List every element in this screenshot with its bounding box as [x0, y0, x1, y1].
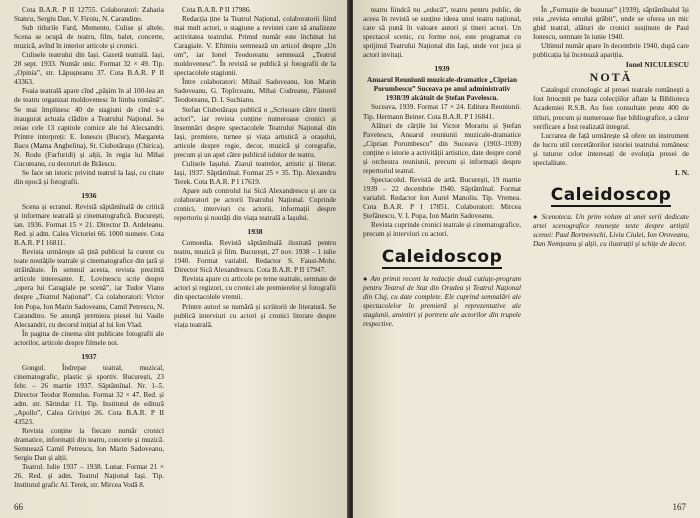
paragraph: Se face un istoric privind teatrul la Iași, cu citate din epocă și fotografii.: [14, 168, 164, 186]
paragraph: Lucrarea de față urmărește să ofere un instrument de lucru util cercetătorilor istoriei teatrului românesc și tuturor celor interesați de evoluția presei de specialitate.: [533, 131, 689, 167]
paragraph: Culisele Iașului. Ziarul teatrelor, artistic și literar. Iași, 1937. Săptămînal. Format 25 × 35. Tip. Alexandru Terek. Cota B.A.R. P I 17619.: [174, 159, 336, 186]
paragraph: Redacția ține la Teatrul Național, colaboratorii fiind mai mult actori, o stagiune a revistei care să analizeze activitatea teatrului. Primul număr este închinat lui Caragiale. V. Eftimiu semnează un articol despre „Un om”, iar Ionel Teodoreanu semnează „Teatrul moldovenesc”. În revistă se publică și fotografii de la spectacolele stagiunii.: [174, 15, 336, 78]
paragraph: Comoedia. Revistă săptămînală ilustrată pentru teatru, muzică și film. București, 27 nov. 1938 – 1 iulie 1940. Format variabil. Redactor S. Faust-Mohr. Director Sică Alexandrescu. Cota B.A.R. P II 17947.: [174, 239, 336, 275]
paragraph: Ultimul număr apare în decembrie 1940, după care publicația își încetează apariția.: [533, 42, 689, 60]
left-col2-section-1938: [174, 239, 336, 329]
paragraph: Revista conține la fiecare număr cronici dramatice, informații din teatru, concerte și muzică. Semnează Camil Petrescu, Ion Marin Sadoveanu, Sergiu Dan și alții.: [14, 427, 164, 463]
paragraph: Foaia teatrală apare cînd „pășim în al 100-lea an de teatru organizat moldovenesc în limba română”. Se mai împlinesc 40 de stagiuni de cînd s-a inaugurat actuala clădire a Teatrului Național. Se reiau cele 13 capitole comice ale lui Alecsandri. Printre interpreți: E. Ionescu (Bucur), Margareta Bacu (Mama Anghelina), St. Ciubotărașu (Chirica), N. Rodu (Farfuridi) și alții, în regia lui Mihai Cucuteanu, cu decoruri de Brăescu.: [14, 87, 164, 168]
left-col2-top-text: [174, 6, 336, 223]
paragraph: Revista urmărește să țină publicul la curent cu toate noutățile teatrale și cinematografice din țară și străinătate. În semnul acesta, revista prezintă articole interesante. E. Lovinescu scrie despre „opera lui Caragiale pe scenă”, iar Tudor Vianu despre „Teatrul Național”. Ca colaboratori: Victor Ion Popa, Ion Marin Sadoveanu, Camil Petrescu, N. Carandino. Se anunță premiera piesei lui Vasile Alecsandri, cu decorul inițial al lui Ion Vlad.: [14, 248, 164, 329]
paragraph: În „Formație de buzunar” (1939), săptămînalul își reia „revista omului grăbit”, unde se oferea un mic ghid teatral, alături de cronici susținute de Paul Ionescu, semnate în iunie 1940.: [533, 6, 689, 42]
caleidoscop-logo: Caleidoscop: [381, 247, 503, 268]
paragraph: Revista cuprinde cronici teatrale și cinematografice, precum și interviuri cu actori.: [363, 221, 521, 239]
page-number: 167: [672, 502, 686, 512]
right-col1-section-1939: [363, 103, 521, 239]
paragraph: Cota B.A.R. P II 17986.: [182, 6, 252, 14]
paragraph: Catalogul cronologic al presei teatrale românești a fost întocmit pe baza colecțiilor aflate la Biblioteca Academiei R.S.R. Au fost consultate peste 400 de titluri, precum și numeroase fișe bibliografice, a căror verificare a fost realizată integral.: [533, 86, 689, 131]
year-heading: 1936: [81, 190, 97, 200]
caleidoscop-logo: Caleidoscop: [550, 184, 672, 205]
paragraph: Culisele teatrului din Iași. Gazetă teatrală. Iași, 28 sept. 1933. Număr unic. Format 32 × 49. Tip. „Opinia”, str. Lăpușneanu 37. Cota B.A.R. P II 43363.: [14, 51, 164, 87]
paragraph: Gongul. Îndrepar teatral, muzical, cinematografic, plastic și sportiv. București, 23 febr. – 26 martie 1937. Săptămînal. Nr. 1–5. Director Teodor Romulus. Format 32 × 47. Red. și adm. str. Sărindar 11. Tip. Institutul de editură „Apollo”, Calea Griviței 26. Cota B.A.R. P II 43523.: [14, 363, 164, 427]
left-column-1: [14, 6, 164, 490]
paragraph: Cota B.A.R. P II 12755. Colaboratori: Zaharia Stancu, Sergiu Dan, V. Firoiu, N. Carandino.: [14, 6, 164, 24]
right-col1-top-text: [363, 6, 521, 60]
paragraph: Stefan Ciubotărașu publică o „Scrisoare către tinerii actori”, iar revista conține numeroase cronici și însemnări despre spectacolele Teatrului Național din Iași, premiere, turnee și viața artistică a orașului, articole despre regie, decor, muzică și coregrafie, precum și un apel către publicul iubitor de teatru.: [174, 105, 336, 159]
left-column-2: [174, 6, 336, 330]
left-col1-section-1936: [14, 203, 164, 348]
paragraph: teatru fiindcă nu „educă”, teatru pentru public, de aceea în revistă se susține ideea unui teatru național, care să pună în valoare autori și tineri actori. Un spectacol scenic, cu forme noi, este programat cu sprijinul Teatrului Național din Iași, unde vor juca și actori invitați.: [363, 6, 521, 60]
author-signature: Ionel NICULESCU: [625, 60, 689, 70]
paragraph: Apare sub controlul lui Sică Alexandrescu și are ca colaboratori pe actorii Teatrului Național. Cuprinde cronici, interviuri cu actorii, informații despre repertoriu și noutăți din viața teatrală a Iașului.: [174, 186, 336, 223]
paragraph: Printre autori se numără și scriitorii de literatură. Se publică interviuri cu actori și cronici literare despre viața teatrală.: [174, 302, 336, 329]
paragraph: Suceava, 1939. Format 17 × 24. Editura Reuniunii. Tip. Hermann Beiner. Cota B.A.R. P I 16841.: [363, 103, 521, 121]
left-col1-section-1937: [14, 364, 164, 491]
left-page: [0, 0, 349, 518]
paragraph: Scena și ecranul. Revistă săptămînală de critică și informare teatrală și cinematografică. București, ian. 1936. Format 15 × 21. Director D. Ardeleanu. Red. și adm. Calea Victoriei 66. 1000 numere. Cota B.A.R. P I 16811.: [14, 202, 164, 248]
year-heading: 1937: [81, 351, 97, 361]
paragraph: În pagina de cinema sînt publicate fotografii ale actorilor, articole despre filmele noi.: [14, 329, 164, 347]
right-column-1: [363, 6, 521, 329]
year-heading: 1938: [247, 227, 263, 237]
page-number: 66: [14, 502, 23, 512]
paragraph: Teatrul. Iulie 1937 – 1938. Lunar. Format 21 × 26. Red. și adm. Teatrul Național Iași. Tip. Institutul grafic Al. Terek, str. Mircea Vodă 8.: [14, 463, 164, 490]
nota-text: [533, 86, 689, 167]
left-col1-top-text: [14, 6, 164, 187]
right-page: [353, 0, 700, 518]
paragraph: Revista apare cu articole pe teme teatrale, semnate de actori și regizori, cu cronici ale premierelor și fotografii din spectacolele vremii.: [174, 275, 336, 302]
year-heading: 1939: [434, 64, 450, 74]
paragraph: Spectacolul. Revistă de artă. București, 19 martie 1939 – 22 decembrie 1940. Săptămînal. Format variabil. Redactor Ion Aurel Manoliu. Tip. Vremea. Cota B.A.R. P I 17851. Colaboratori: Mircea Ștefănescu, V. I. Popa, Ion Marin Sadoveanu.: [363, 175, 521, 221]
initials-signature: I. N.: [674, 167, 689, 177]
paragraph: Alături de cărțile lui Victor Morariu și Ștefan Pavelescu, Anuarul reuniunii muzicale-dramatice „Ciprian Porumbescu” din Suceava (1903–1939) conține o istorie a activității artistice, date despre corul și orchestra reuniunii, precum și informații despre repertoriul teatral.: [363, 121, 521, 175]
bullet-paragraph: ● Am primit recent la redacție două cutiuțe-program pentru Teatrul de Stat din Oradea și Teatrul Național din Cluj, cu date complete. Ele cuprind semnalări ale spectacolelor în premieră și reprezentative ale stagiunii, amintiri și portrete ale actorilor din trupele respective.: [363, 275, 521, 329]
paragraph: Între colaboratori: Mihail Sadoveanu, Ion Marin Sadoveanu, G. Topîrceanu, Mihai Codreanu, Păstorel Teodoreanu, D. I. Suchianu.: [174, 78, 336, 105]
right-column-2: [533, 6, 689, 249]
section-heading: Anuarul Reuniunii muzicale-dramatice „Ciprian Porumbescu” Suceava pe anul administrativ 1938/39 alcătuit de Ștefan Pavelescu.: [367, 76, 517, 103]
paragraph: Sub titlurile Fard, Memento, Culise și altele, Scena se ocupă de teatru, film, balet, concerte, muzică, avînd în interior articole și cronici.: [14, 24, 164, 51]
right-col2-top-text: [533, 6, 689, 60]
bullet-paragraph: ● Scenoteca. Un prim volum al unei serii dedicate artei scenografice reunește texte despre artiștii scenei: Paul Bortnovschi, Liviu Ciulei, Ion Oroveanu, Dan Nemțeanu și alții, cu ilustrații și schițe de decor.: [533, 212, 689, 248]
nota-title: NOTĂ: [589, 70, 633, 85]
